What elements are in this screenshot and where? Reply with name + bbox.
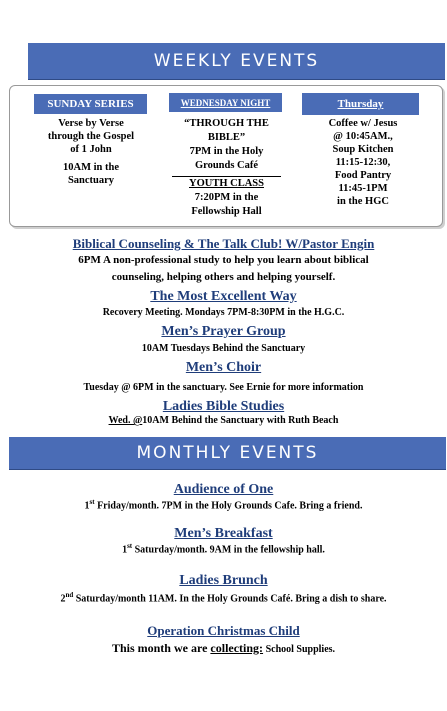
event-desc: 6PM A non-professional study to help you learn about biblical bbox=[78, 254, 369, 266]
thursday-details bbox=[315, 117, 411, 208]
thursday-line: Food Pantry bbox=[334, 170, 392, 181]
wednesday-details bbox=[170, 117, 283, 219]
ordinal-suffix: st bbox=[127, 542, 133, 550]
youth-class-label: YOUTH CLASS bbox=[189, 178, 264, 189]
event-desc-ladies-bible bbox=[0, 415, 447, 426]
thursday-line: Coffee w/ Jesus bbox=[328, 118, 398, 129]
thursday-line: in the HGC bbox=[337, 196, 389, 207]
event-desc: counseling, helping others and helping yourself. bbox=[111, 271, 336, 283]
sunday-series-header bbox=[34, 94, 147, 114]
event-desc-rest: 10AM Behind the Sanctuary with Ruth Beach bbox=[142, 415, 339, 426]
event-title-ladies-brunch: Ladies Brunch bbox=[179, 573, 268, 588]
thursday-line: 11:15-12:30, bbox=[335, 157, 391, 168]
sunday-line: through the Gospel bbox=[47, 131, 135, 142]
event-title-biblical-counseling: Biblical Counseling & The Talk Club! W/Pastor Engin bbox=[72, 236, 375, 251]
weekly-events-banner bbox=[28, 43, 445, 80]
sunday-line: Verse by Verse bbox=[58, 118, 124, 129]
event-desc-rest: Friday/month. 7PM in the Holy Grounds Cafe. Bring a friend. bbox=[94, 500, 363, 512]
monthly-events-banner bbox=[9, 437, 446, 470]
youth-line: 7:20PM in the bbox=[194, 192, 259, 203]
wednesday-night-label: WEDNESDAY NIGHT bbox=[180, 97, 271, 108]
event-desc-underlined: collecting: bbox=[210, 641, 264, 655]
ordinal-suffix: nd bbox=[65, 591, 74, 599]
event-title-mens-breakfast: Men’s Breakfast bbox=[174, 526, 273, 541]
ordinal-suffix: st bbox=[89, 498, 95, 506]
thursday-line: 11:45-1PM bbox=[338, 183, 388, 194]
sunday-series-label: SUNDAY SERIES bbox=[47, 98, 134, 110]
wednesday-line: BIBLE” bbox=[207, 132, 246, 143]
thursday-line: @ 10:45AM., bbox=[333, 131, 393, 142]
event-title-most-excellent-way: The Most Excellent Way bbox=[150, 289, 297, 304]
thursday-line: Soup Kitchen bbox=[332, 144, 394, 155]
wednesday-night-header bbox=[169, 93, 282, 112]
event-title-mens-choir: Men’s Choir bbox=[185, 360, 262, 375]
ordinal-number: 1 bbox=[122, 544, 128, 556]
ordinal-number: 1 bbox=[84, 500, 90, 512]
event-desc-operation-christmas-child bbox=[0, 641, 447, 656]
event-title-ladies-bible-studies: Ladies Bible Studies bbox=[162, 399, 285, 414]
sunday-details bbox=[38, 117, 144, 187]
event-desc-rest: School Supplies. bbox=[263, 644, 336, 655]
event-title-operation-christmas-child: Operation Christmas Child bbox=[147, 623, 300, 638]
monthly-events-title: MONTHLY EVENTS bbox=[136, 443, 319, 463]
event-title-audience-of-one: Audience of One bbox=[173, 482, 274, 497]
thursday-label: Thursday bbox=[337, 98, 384, 110]
event-desc-ladies-brunch bbox=[0, 591, 447, 604]
wednesday-line: 7PM in the Holy bbox=[189, 146, 264, 157]
youth-line: Fellowship Hall bbox=[191, 206, 262, 217]
event-desc-mens-breakfast bbox=[0, 542, 447, 555]
event-desc-rest: Saturday/month. 9AM in the fellowship hall. bbox=[132, 544, 325, 556]
event-desc: 10AM Tuesdays Behind the Sanctuary bbox=[141, 343, 306, 354]
sunday-line: 10AM in the bbox=[63, 162, 119, 173]
event-desc-underlined: Wed. @ bbox=[108, 415, 143, 426]
ordinal-number: 2 bbox=[60, 593, 66, 605]
wednesday-line: “THROUGH THE bbox=[184, 118, 269, 129]
thursday-header bbox=[302, 93, 419, 115]
event-desc: Tuesday @ 6PM in the sanctuary. See Ernie for more information bbox=[83, 382, 364, 393]
wednesday-line: Grounds Café bbox=[194, 160, 259, 171]
weekly-schedule-box bbox=[9, 85, 443, 227]
weekly-events-title: WEEKLY EVENTS bbox=[153, 51, 320, 71]
event-desc-lead: This month we are bbox=[111, 641, 211, 655]
event-title-mens-prayer-group: Men’s Prayer Group bbox=[161, 324, 286, 339]
event-desc-audience-of-one bbox=[0, 498, 447, 511]
event-desc-rest: Saturday/month 11AM. In the Holy Grounds Café. Bring a dish to share. bbox=[73, 593, 387, 605]
sunday-line: Sanctuary bbox=[67, 175, 115, 186]
event-desc: Recovery Meeting. Mondays 7PM-8:30PM in the H.G.C. bbox=[102, 307, 345, 318]
sunday-line: of 1 John bbox=[70, 144, 112, 155]
